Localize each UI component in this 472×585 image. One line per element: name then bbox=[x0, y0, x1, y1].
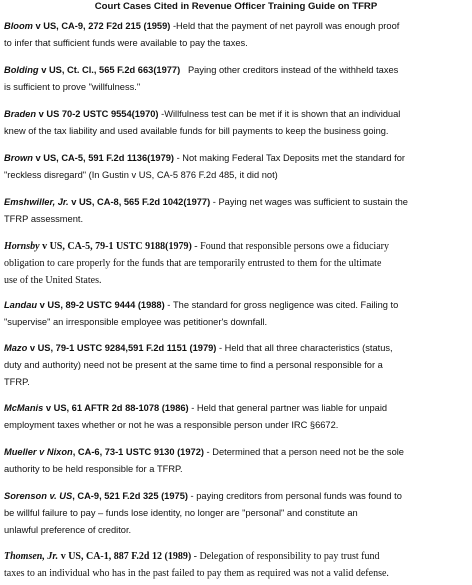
case-holding: employment taxes whether or not he was a responsible person under IRC §6672. bbox=[4, 420, 339, 430]
case-text-line bbox=[4, 505, 470, 522]
case-name: Thomsen, Jr. bbox=[4, 551, 59, 562]
case-holding: - Not making Federal Tax Deposits met the standard for bbox=[174, 153, 405, 163]
case-text-line bbox=[4, 461, 470, 478]
case-holding: knew of the tax liability and used available funds for bill payments to keep the business going. bbox=[4, 126, 389, 136]
case-holding: - Held that general partner was liable for unpaid bbox=[188, 403, 388, 413]
case-holding: obligation to care properly for the funds that are temporarily entrusted to them for the ultimate bbox=[4, 258, 382, 269]
case-name: Hornsby bbox=[4, 241, 40, 252]
case-text-line bbox=[4, 400, 470, 417]
case-citation: , CA-6, 73-1 USTC 9130 (1972) bbox=[72, 447, 204, 457]
case-entry bbox=[4, 238, 470, 289]
case-holding: be willful failure to pay – funds lose identity, no longer are "personal" and constitute an bbox=[4, 508, 358, 518]
case-entry bbox=[4, 548, 470, 582]
case-name: McManis bbox=[4, 403, 44, 413]
case-text-line bbox=[4, 488, 470, 505]
case-holding: duty and authority) need not be present at the same time to find a personal responsible for a bbox=[4, 360, 383, 370]
case-citation: v US, 89-2 USTC 9444 (1988) bbox=[37, 300, 165, 310]
case-holding: to infer that sufficient funds were available to pay the taxes. bbox=[4, 38, 248, 48]
case-name: Sorenson v. US bbox=[4, 491, 73, 501]
case-entry bbox=[4, 297, 470, 331]
case-text-line bbox=[4, 106, 470, 123]
case-holding: - Paying net wages was sufficient to sustain the bbox=[210, 197, 408, 207]
case-citation: v US, CA-9, 272 F2d 215 (1959) bbox=[32, 21, 171, 31]
case-citation: v US, CA-1, 887 F.2d 12 (1989) bbox=[58, 551, 192, 562]
case-name: Mazo bbox=[4, 343, 28, 353]
case-holding: Paying other creditors instead of the withheld taxes bbox=[180, 65, 399, 75]
case-text-line bbox=[4, 211, 470, 228]
case-holding: "supervise" an irresponsible employee was petitioner's downfall. bbox=[4, 317, 268, 327]
case-holding: authority to be held responsible for a TFRP. bbox=[4, 464, 183, 474]
case-text-line bbox=[4, 374, 470, 391]
case-name: Brown bbox=[4, 153, 33, 163]
case-citation: v US, CA-5, 79-1 USTC 9188(1979) bbox=[39, 241, 192, 252]
page-title: Court Cases Cited in Revenue Officer Training Guide on TFRP bbox=[94, 1, 378, 12]
case-holding: TFRP assessment. bbox=[4, 214, 84, 224]
case-text-line bbox=[4, 522, 470, 539]
case-text-line bbox=[4, 167, 470, 184]
case-text-line bbox=[4, 548, 470, 565]
case-entry bbox=[4, 194, 470, 228]
case-text-line bbox=[4, 62, 470, 79]
case-text-line bbox=[4, 314, 470, 331]
case-text-line bbox=[4, 417, 470, 434]
case-holding: unlawful preference of creditor. bbox=[4, 525, 132, 535]
case-entry bbox=[4, 106, 470, 140]
case-holding: is sufficient to prove "willfulness." bbox=[4, 82, 141, 92]
case-text-line bbox=[4, 238, 470, 255]
case-text-line bbox=[4, 565, 470, 582]
case-citation: v US, 79-1 USTC 9284,591 F.2d 1151 (1979) bbox=[27, 343, 217, 353]
case-holding: - Determined that a person need not be the sole bbox=[203, 447, 404, 457]
case-text-line bbox=[4, 340, 470, 357]
case-citation: v US, CA-5, 591 F.2d 1136(1979) bbox=[32, 153, 174, 163]
case-holding: - Found that responsible persons owe a fiduciary bbox=[191, 241, 389, 252]
case-holding: "reckless disregard" (In Gustin v US, CA-5 876 F.2d 485, it did not) bbox=[4, 170, 278, 180]
case-holding: use of the United States. bbox=[4, 275, 102, 286]
case-entry bbox=[4, 340, 470, 391]
case-entry bbox=[4, 18, 470, 52]
case-name: Braden bbox=[4, 109, 37, 119]
case-text-line bbox=[4, 297, 470, 314]
case-holding: -Held that the payment of net payroll was enough proof bbox=[170, 21, 400, 31]
case-text-line bbox=[4, 150, 470, 167]
case-text-line bbox=[4, 79, 470, 96]
case-text-line bbox=[4, 35, 470, 52]
case-name: Bolding bbox=[4, 65, 39, 75]
case-name: Emshwiller, Jr. bbox=[4, 197, 69, 207]
case-citation: v US, 61 AFTR 2d 88-1078 (1986) bbox=[43, 403, 189, 413]
case-text-line bbox=[4, 123, 470, 140]
case-text-line bbox=[4, 357, 470, 374]
case-text-line bbox=[4, 194, 470, 211]
case-holding: - Held that all three characteristics (status, bbox=[216, 343, 393, 353]
case-entry bbox=[4, 62, 470, 96]
case-holding: - Delegation of responsibility to pay trust fund bbox=[191, 551, 380, 562]
case-citation: v US, CA-8, 565 F.2d 1042(1977) bbox=[68, 197, 211, 207]
case-name: Mueller v Nixon bbox=[4, 447, 73, 457]
case-holding: -Willfulness test can be met if it is shown that an individual bbox=[158, 109, 401, 119]
case-text-line bbox=[4, 444, 470, 461]
case-holding: - The standard for gross negligence was cited. Failing to bbox=[164, 300, 399, 310]
case-text-line bbox=[4, 18, 470, 35]
case-holding: TFRP. bbox=[4, 377, 30, 387]
case-citation: v US 70-2 USTC 9554(1970) bbox=[36, 109, 159, 119]
case-name: Bloom bbox=[4, 21, 33, 31]
case-text-line bbox=[4, 272, 470, 289]
case-citation: , CA-9, 521 F.2d 325 (1975) bbox=[72, 491, 188, 501]
case-entry bbox=[4, 444, 470, 478]
case-citation: v US, Ct. Cl., 565 F.2d 663(1977) bbox=[38, 65, 181, 75]
case-entry bbox=[4, 150, 470, 184]
case-entry bbox=[4, 488, 470, 539]
case-entry bbox=[4, 400, 470, 434]
case-text-line bbox=[4, 255, 470, 272]
case-holding: taxes to an individual who has in the past failed to pay them as required was not a valid defense. bbox=[4, 568, 389, 579]
case-name: Landau bbox=[4, 300, 38, 310]
case-holding: - paying creditors from personal funds was found to bbox=[187, 491, 402, 501]
